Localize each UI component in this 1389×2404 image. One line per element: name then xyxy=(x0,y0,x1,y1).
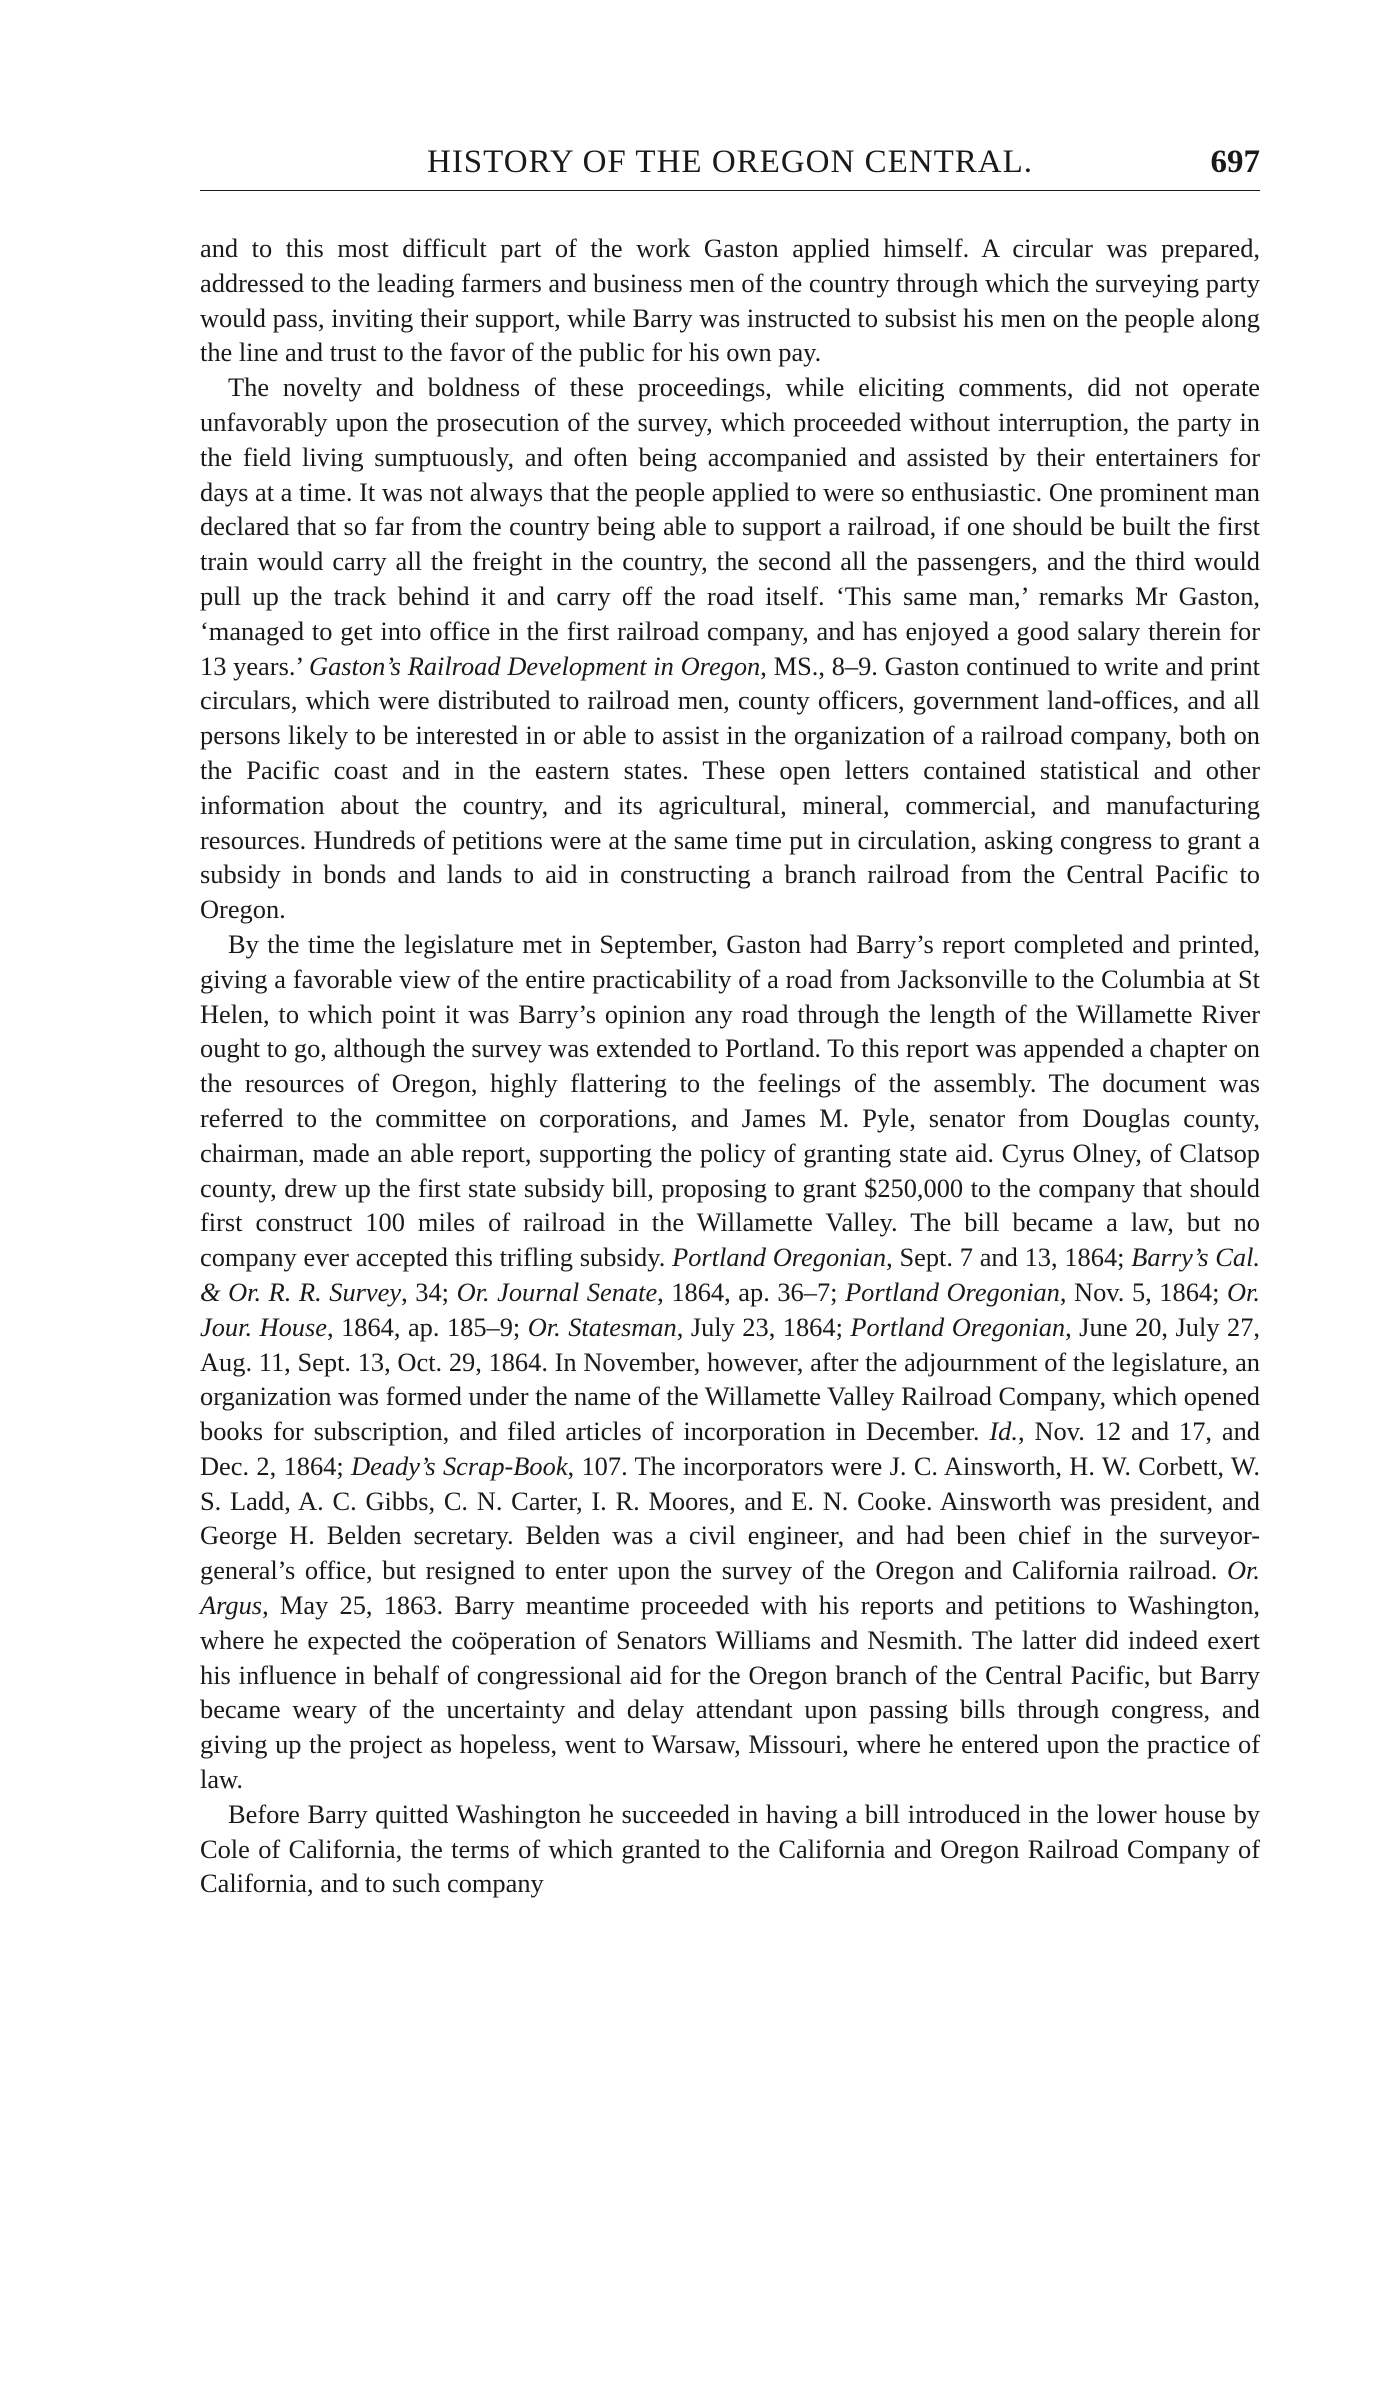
body-text xyxy=(200,231,1260,1901)
citation-text: Portland Oregonian xyxy=(845,1276,1060,1307)
text-run: , Sept. 7 and 13, 1864; xyxy=(886,1242,1132,1273)
text-run: By the time the legislature met in September, Gaston had Barry’s report completed and printed, giving a favorable view of the entire practicability of a road from Jacksonville to the Columbia at St Helen, to which point it was Barry’s opinion any road through the length of the Willamette River ought to go, although the survey was extended to Portland. To this report was appended a chapter on the resources of Oregon, highly flattering to the feelings of the assembly. The document was referred to the committee on corporations, and James M. Pyle, senator from Douglas county, chairman, made an able report, supporting the policy of granting state aid. Cyrus Olney, of Clatsop county, drew up the first state subsidy bill, proposing to grant $250,000 to the company that should first construct 100 miles of railroad in the Willamette Valley. The bill became a law, but no company ever accepted this trifling subsidy. xyxy=(200,928,1260,1273)
citation-text: Or. Jour. House xyxy=(200,1276,1261,1342)
citation-text: Portland Oregonian xyxy=(850,1311,1066,1342)
text-run: , June 20, July 27, Aug. 11, Sept. 13, Oct. 29, 1864. In November, however, after the adjournment of the legislature, an organization was formed under the name of the Willamette Valley Railroad Company, which opened books for subscription, and filed articles of incorporation in December. xyxy=(200,1311,1260,1447)
paragraph xyxy=(200,927,1260,1797)
citation-text: Or. Statesman xyxy=(527,1311,677,1342)
page-header xyxy=(200,140,1260,191)
text-run: , 107. The incorporators were J. C. Ainsworth, H. W. Corbett, W. S. Ladd, A. C. Gibbs, C. N. Carter, I. R. Moores, and E. N. Cooke. Ainsworth was president, and George H. Belden secretary. Belden was a civil engineer, and had been chief in the surveyor-general’s office, but resigned to enter upon the survey of the Oregon and California railroad. xyxy=(200,1450,1260,1586)
citation-text: Or. Journal Senate xyxy=(456,1276,658,1307)
paragraph xyxy=(200,231,1260,370)
text-run: and to this most difficult part of the work Gaston applied himself. A circular was prepared, addressed to the leading farmers and business men of the country through which the surveying party would pass, inviting their support, while Barry was instructed to subsist his men on the people along the line and trust to the favor of the public for his own pay. xyxy=(200,233,1260,368)
text-run: , July 23, 1864; xyxy=(676,1311,851,1342)
citation-text: Or. Argus xyxy=(200,1555,1260,1621)
citation-text: Id. xyxy=(989,1416,1018,1447)
text-run: , May 25, 1863. Barry meantime proceeded with his reports and petitions to Washington, where he expected the coöperation of Senators Williams and Nesmith. The latter did indeed exert his influence in behalf of congressional aid for the Oregon branch of the Central Pacific, but Barry became weary of the uncertainty and delay attendant upon passing bills through congress, and giving up the project as hopeless, went to Warsaw, Missouri, where he entered upon the practice of law. xyxy=(200,1590,1260,1795)
text-run: The novelty and boldness of these proceedings, while eliciting comments, did not operate unfavorably upon the prosecution of the survey, which proceeded without interruption, the party in the field living sumptuously, and often being accompanied and assisted by their entertainers for days at a time. It was not always that the people applied to were so enthusiastic. One prominent man declared that so far from the country being able to support a railroad, if one should be built the first train would carry all the freight in the country, the second all the passengers, and the third would pull up the track behind it and carry off the road itself. ‘This same man,’ remarks Mr Gaston, ‘managed to get into office in the first railroad company, and has enjoyed a good salary therein for 13 years.’ xyxy=(200,372,1260,681)
text-run: Before Barry quitted Washington he succeeded in having a bill introduced in the lower house by Cole of California, the terms of which granted to the California and Oregon Railroad Company of California, and to such company xyxy=(200,1798,1260,1899)
citation-text: Portland Oregonian xyxy=(672,1242,887,1273)
citation-text: Gaston’s Railroad Development in Oregon xyxy=(309,650,761,681)
running-title: HISTORY OF THE OREGON CENTRAL. xyxy=(426,144,1033,180)
text-run: , 34; xyxy=(401,1276,457,1307)
text-run: , Nov. 5, 1864; xyxy=(1059,1276,1227,1307)
text-run: , MS., 8–9. Gaston continued to write and print circulars, which were distributed to railroad men, county officers, government land-offices, and all persons likely to be interested in or able to assist in the organization of a railroad company, both on the Pacific coast and in the eastern states. These open letters contained statistical and other information about the country, and its agricultural, mineral, commercial, and manufacturing resources. Hundreds of petitions were at the same time put in circulation, asking congress to grant a subsidy in bonds and lands to aid in constructing a branch railroad from the Central Pacific to Oregon. xyxy=(200,650,1261,925)
text-run: , Nov. 12 and 17, and Dec. 2, 1864; xyxy=(200,1416,1260,1481)
citation-text: Deady’s Scrap-Book xyxy=(351,1450,568,1481)
page-number: 697 xyxy=(1210,144,1260,180)
text-run: , 1864, ap. 185–9; xyxy=(326,1311,528,1342)
book-page xyxy=(200,140,1260,1901)
paragraph xyxy=(200,370,1260,927)
citation-text: Barry’s Cal. & Or. R. R. Survey xyxy=(200,1242,1260,1307)
text-run: , 1864, ap. 36–7; xyxy=(657,1276,846,1307)
paragraph xyxy=(200,1797,1260,1901)
